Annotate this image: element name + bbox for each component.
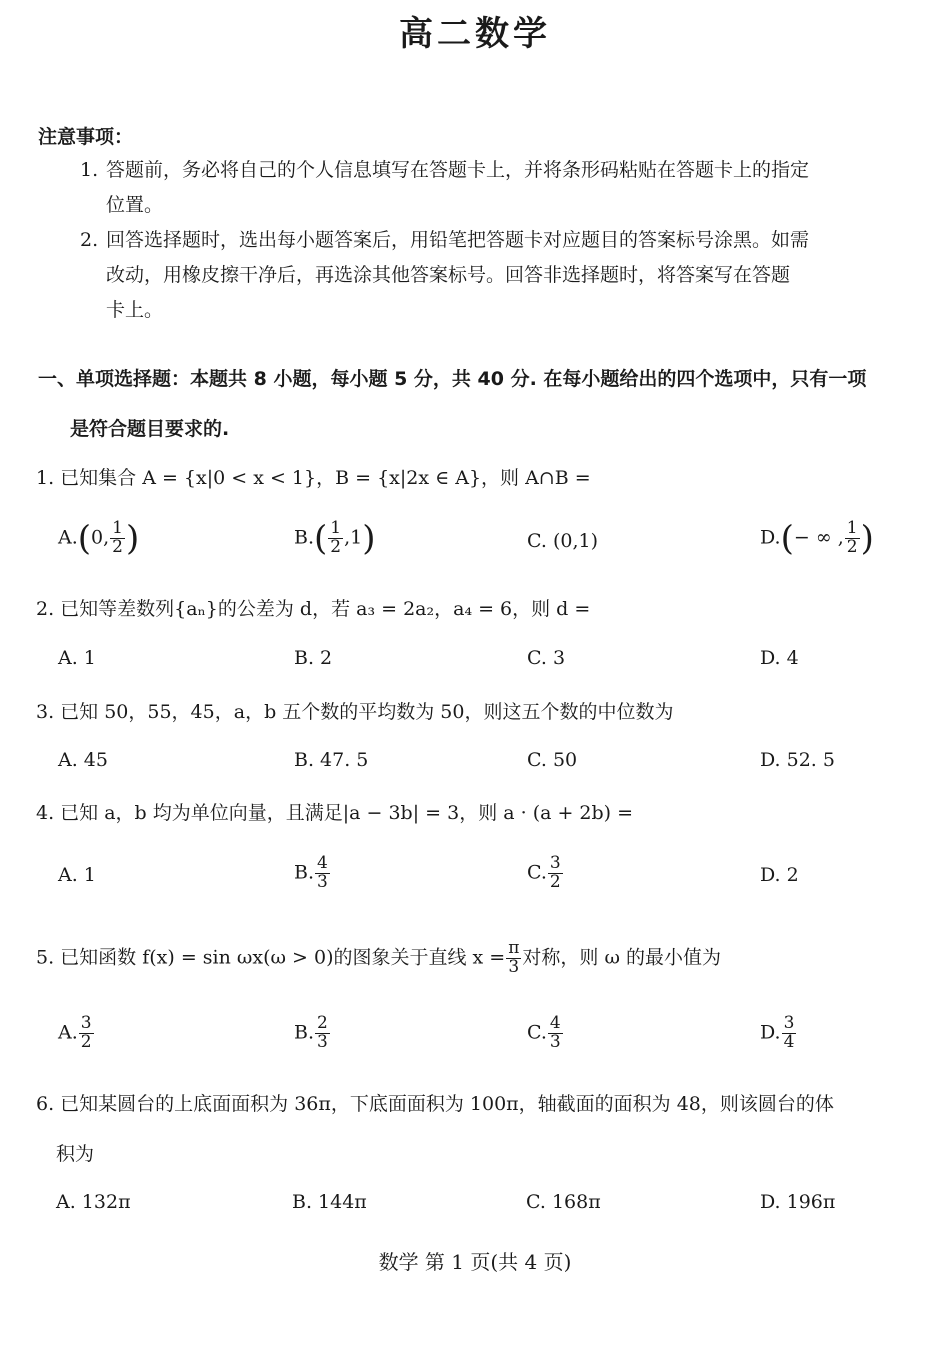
notice-item-num: 2. xyxy=(80,229,99,251)
question-1-option-d[interactable]: D.(− ∞ , $\frac{1}{2}$ ) xyxy=(760,518,874,559)
option-text: 0, xyxy=(91,526,110,549)
question-3-option-d[interactable]: D. 52. 5 xyxy=(760,749,835,771)
question-1-option-c[interactable]: C. (0,1) xyxy=(527,530,598,552)
question-4-option-a[interactable]: A. 1 xyxy=(58,864,96,886)
question-1-option-a[interactable]: A.(0, $\frac{1}{2}$ ) xyxy=(58,518,140,559)
option-text: − ∞ , xyxy=(793,526,844,549)
page-title: 高二数学 xyxy=(399,14,551,54)
notice-item-text: 回答选择题时，选出每小题答案后，用铅笔把答题卡对应题目的答案标号涂黑。如需 xyxy=(106,229,810,251)
fraction: $\frac{3}{4}$ xyxy=(783,1013,795,1052)
question-3-option-b[interactable]: B. 47. 5 xyxy=(294,749,369,771)
notice-item-1 xyxy=(80,153,925,223)
question-5-stem-text: 5. 已知函数 f(x) = sin ωx(ω > 0)的图象关于直线 x = xyxy=(36,946,506,969)
question-4-option-d[interactable]: D. 2 xyxy=(760,864,799,886)
question-5-option-d[interactable] xyxy=(760,1015,797,1052)
section-heading-cont: 是符合题目要求的. xyxy=(70,418,230,440)
option-label: A. xyxy=(58,526,78,549)
fraction: $\frac{1}{2}$ xyxy=(846,518,858,557)
fraction: $\frac{1}{2}$ xyxy=(330,518,342,557)
option-label: C. xyxy=(527,861,547,884)
question-2-stem: 2. 已知等差数列{aₙ}的公差为 d，若 a₃ = 2a₂，a₄ = 6，则 d = xyxy=(36,598,591,620)
question-5-option-a[interactable] xyxy=(58,1015,95,1052)
question-5-stem-text: 对称，则 ω 的最小值为 xyxy=(522,946,721,969)
option-label: A. xyxy=(58,1021,78,1044)
fraction: $\frac{4}{3}$ xyxy=(317,853,328,892)
question-2-option-b[interactable]: B. 2 xyxy=(294,647,333,669)
question-2-option-a[interactable]: A. 1 xyxy=(58,647,96,669)
fraction: $\frac{3}{2}$ xyxy=(80,1013,92,1052)
option-label: B. xyxy=(294,526,315,549)
option-label: C. xyxy=(527,1021,547,1044)
question-6-stem: 6. 已知某圆台的上底面面积为 36π，下底面面积为 100π，轴截面的面积为 48，则该圆台的体 xyxy=(36,1093,834,1115)
question-5-option-c[interactable] xyxy=(527,1015,564,1052)
page-footer: 数学 第 1 页(共 4 页) xyxy=(378,1250,572,1274)
fraction: $\frac{4}{3}$ xyxy=(549,1013,561,1052)
question-3-stem: 3. 已知 50，55，45，a，b 五个数的平均数为 50，则这五个数的中位数为 xyxy=(36,701,674,723)
notice-item-num: 1. xyxy=(80,159,99,181)
question-1-option-b[interactable]: B.( $\frac{1}{2}$ ,1) xyxy=(294,518,376,559)
option-text: ,1 xyxy=(344,526,363,549)
option-label: D. xyxy=(760,526,781,549)
question-6-option-a[interactable]: A. 132π xyxy=(56,1191,131,1213)
notice-item-text: 答题前，务必将自己的个人信息填写在答题卡上，并将条形码粘贴在答题卡上的指定 xyxy=(106,159,810,181)
question-3-option-c[interactable]: C. 50 xyxy=(527,749,578,771)
question-4-stem: 4. 已知 a，b 均为单位向量，且满足|a − 3b| = 3，则 a · (a + 2b) = xyxy=(36,802,634,824)
section-heading: 一、单项选择题：本题共 8 小题，每小题 5 分，共 40 分. 在每小题给出的四个选项中，只有一项 xyxy=(38,368,867,390)
question-1-stem: 1. 已知集合 A = {x|0 < x < 1}，B = {x|2x ∈ A}，则 A∩B = xyxy=(36,467,591,489)
fraction: $\frac{2}{3}$ xyxy=(317,1013,328,1052)
fraction: $\frac{1}{2}$ xyxy=(112,518,123,557)
question-3-option-a[interactable]: A. 45 xyxy=(58,749,108,771)
question-6-option-b[interactable]: B. 144π xyxy=(292,1191,367,1213)
question-5-option-b[interactable] xyxy=(294,1015,331,1052)
option-label: D. xyxy=(760,1021,781,1044)
question-2-option-d[interactable]: D. 4 xyxy=(760,647,799,669)
notice-item-text: 改动，用橡皮擦干净后，再选涂其他答案标号。回答非选择题时，将答案写在答题 xyxy=(106,264,791,286)
notice-heading: 注意事项： xyxy=(38,126,134,148)
question-6-stem-cont: 积为 xyxy=(56,1143,95,1165)
question-2-option-c[interactable]: C. 3 xyxy=(527,647,566,669)
notice-item-2 xyxy=(80,223,925,328)
question-4-option-c[interactable] xyxy=(527,855,564,892)
question-6-option-d[interactable]: D. 196π xyxy=(760,1191,836,1213)
notice-item-text: 卡上。 xyxy=(106,299,164,321)
question-4-option-b[interactable] xyxy=(294,855,331,892)
option-label: B. xyxy=(294,861,315,884)
option-label: B. xyxy=(294,1021,315,1044)
fraction: $\frac{\pi}{3}$ xyxy=(508,938,520,977)
question-6-option-c[interactable]: C. 168π xyxy=(526,1191,601,1213)
notice-item-text: 位置。 xyxy=(106,194,164,216)
question-5-stem xyxy=(36,940,931,977)
fraction: $\frac{3}{2}$ xyxy=(549,853,561,892)
